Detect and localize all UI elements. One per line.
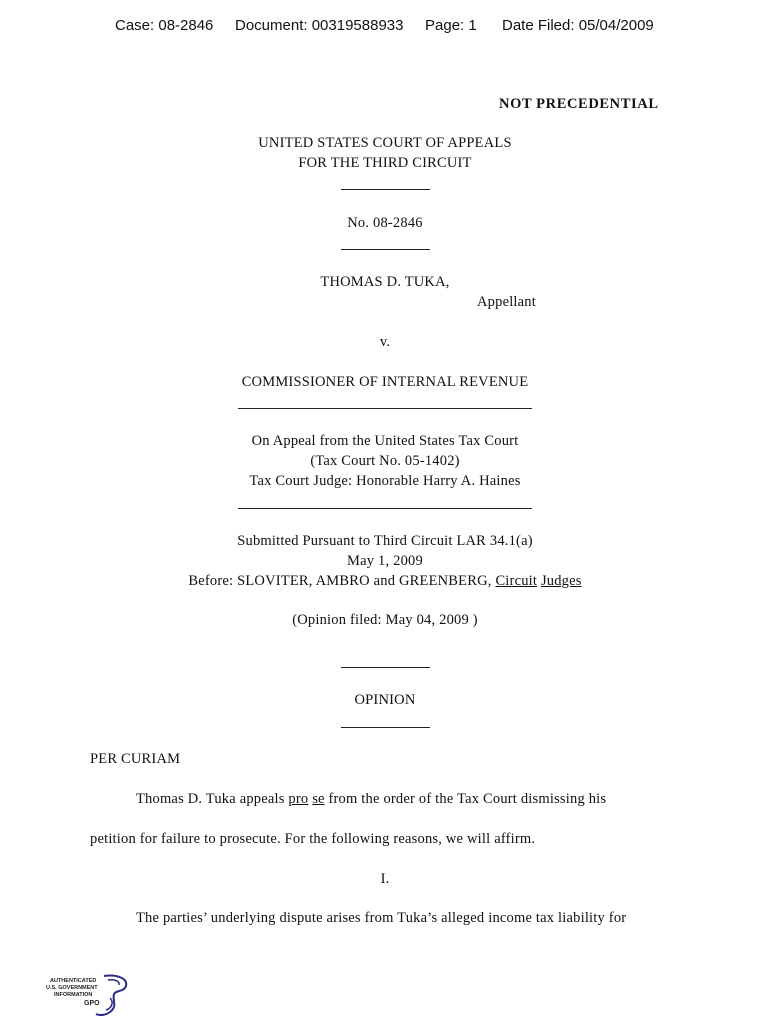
circuit-word: Circuit xyxy=(495,573,538,589)
paragraph-2-line-1: The parties’ underlying dispute arises from Tuka’s alleged income tax liability for xyxy=(136,910,627,926)
submission-line: Submitted Pursuant to Third Circuit LAR 34.1(a) xyxy=(237,533,533,549)
separator-rule xyxy=(341,667,430,668)
seal-line1: AUTHENTICATED xyxy=(50,978,97,984)
opinion-filed-date: (Opinion filed: May 04, 2009 ) xyxy=(292,612,478,628)
separator-rule xyxy=(238,408,532,409)
appeal-info-line3: Tax Court Judge: Honorable Harry A. Haines xyxy=(249,473,521,489)
pro-word: pro xyxy=(288,791,309,807)
document-number-header: Document: 00319588933 xyxy=(235,17,404,34)
appellee-name: COMMISSIONER OF INTERNAL REVENUE xyxy=(241,374,529,390)
versus: v. xyxy=(379,334,391,350)
judges-word: Judges xyxy=(540,573,582,589)
appellant-role: Appellant xyxy=(477,294,536,310)
court-name-line2: FOR THE THIRD CIRCUIT xyxy=(298,155,472,171)
paragraph-1-line-2: petition for failure to prosecute. For the following reasons, we will affirm. xyxy=(90,831,536,847)
para1-start: Thomas D. Tuka appeals xyxy=(136,791,285,807)
separator-rule xyxy=(341,727,430,728)
se-word: se xyxy=(312,791,325,807)
seal-line4: GPO xyxy=(84,1000,100,1007)
court-name-line1: UNITED STATES COURT OF APPEALS xyxy=(258,135,512,151)
paragraph-1-line-1 xyxy=(136,791,606,808)
para1-end: from the order of the Tax Court dismissing his xyxy=(328,791,607,807)
date-filed-header: Date Filed: 05/04/2009 xyxy=(502,17,654,34)
seal-line2: U.S. GOVERNMENT xyxy=(46,985,98,991)
appeal-info-line1: On Appeal from the United States Tax Court xyxy=(251,433,519,449)
per-curiam: PER CURIAM xyxy=(90,751,181,767)
seal-line3: INFORMATION xyxy=(54,992,93,998)
gpo-authentication-seal xyxy=(44,972,130,1018)
opinion-heading: OPINION xyxy=(354,692,416,708)
panel-names: Before: SLOVITER, AMBRO and GREENBERG, xyxy=(188,573,492,589)
precedential-status: NOT PRECEDENTIAL xyxy=(499,96,659,112)
panel-judges xyxy=(0,573,770,590)
separator-rule xyxy=(341,249,430,250)
case-number: No. 08-2846 xyxy=(347,215,423,231)
case-number-header: Case: 08-2846 xyxy=(115,17,214,34)
page-number-header: Page: 1 xyxy=(425,17,477,34)
submission-date: May 1, 2009 xyxy=(347,553,423,569)
appellant-name: THOMAS D. TUKA, xyxy=(320,274,450,290)
separator-rule xyxy=(238,508,532,509)
section-heading: I. xyxy=(380,871,390,887)
separator-rule xyxy=(341,189,430,190)
appeal-info-line2: (Tax Court No. 05-1402) xyxy=(310,453,460,469)
